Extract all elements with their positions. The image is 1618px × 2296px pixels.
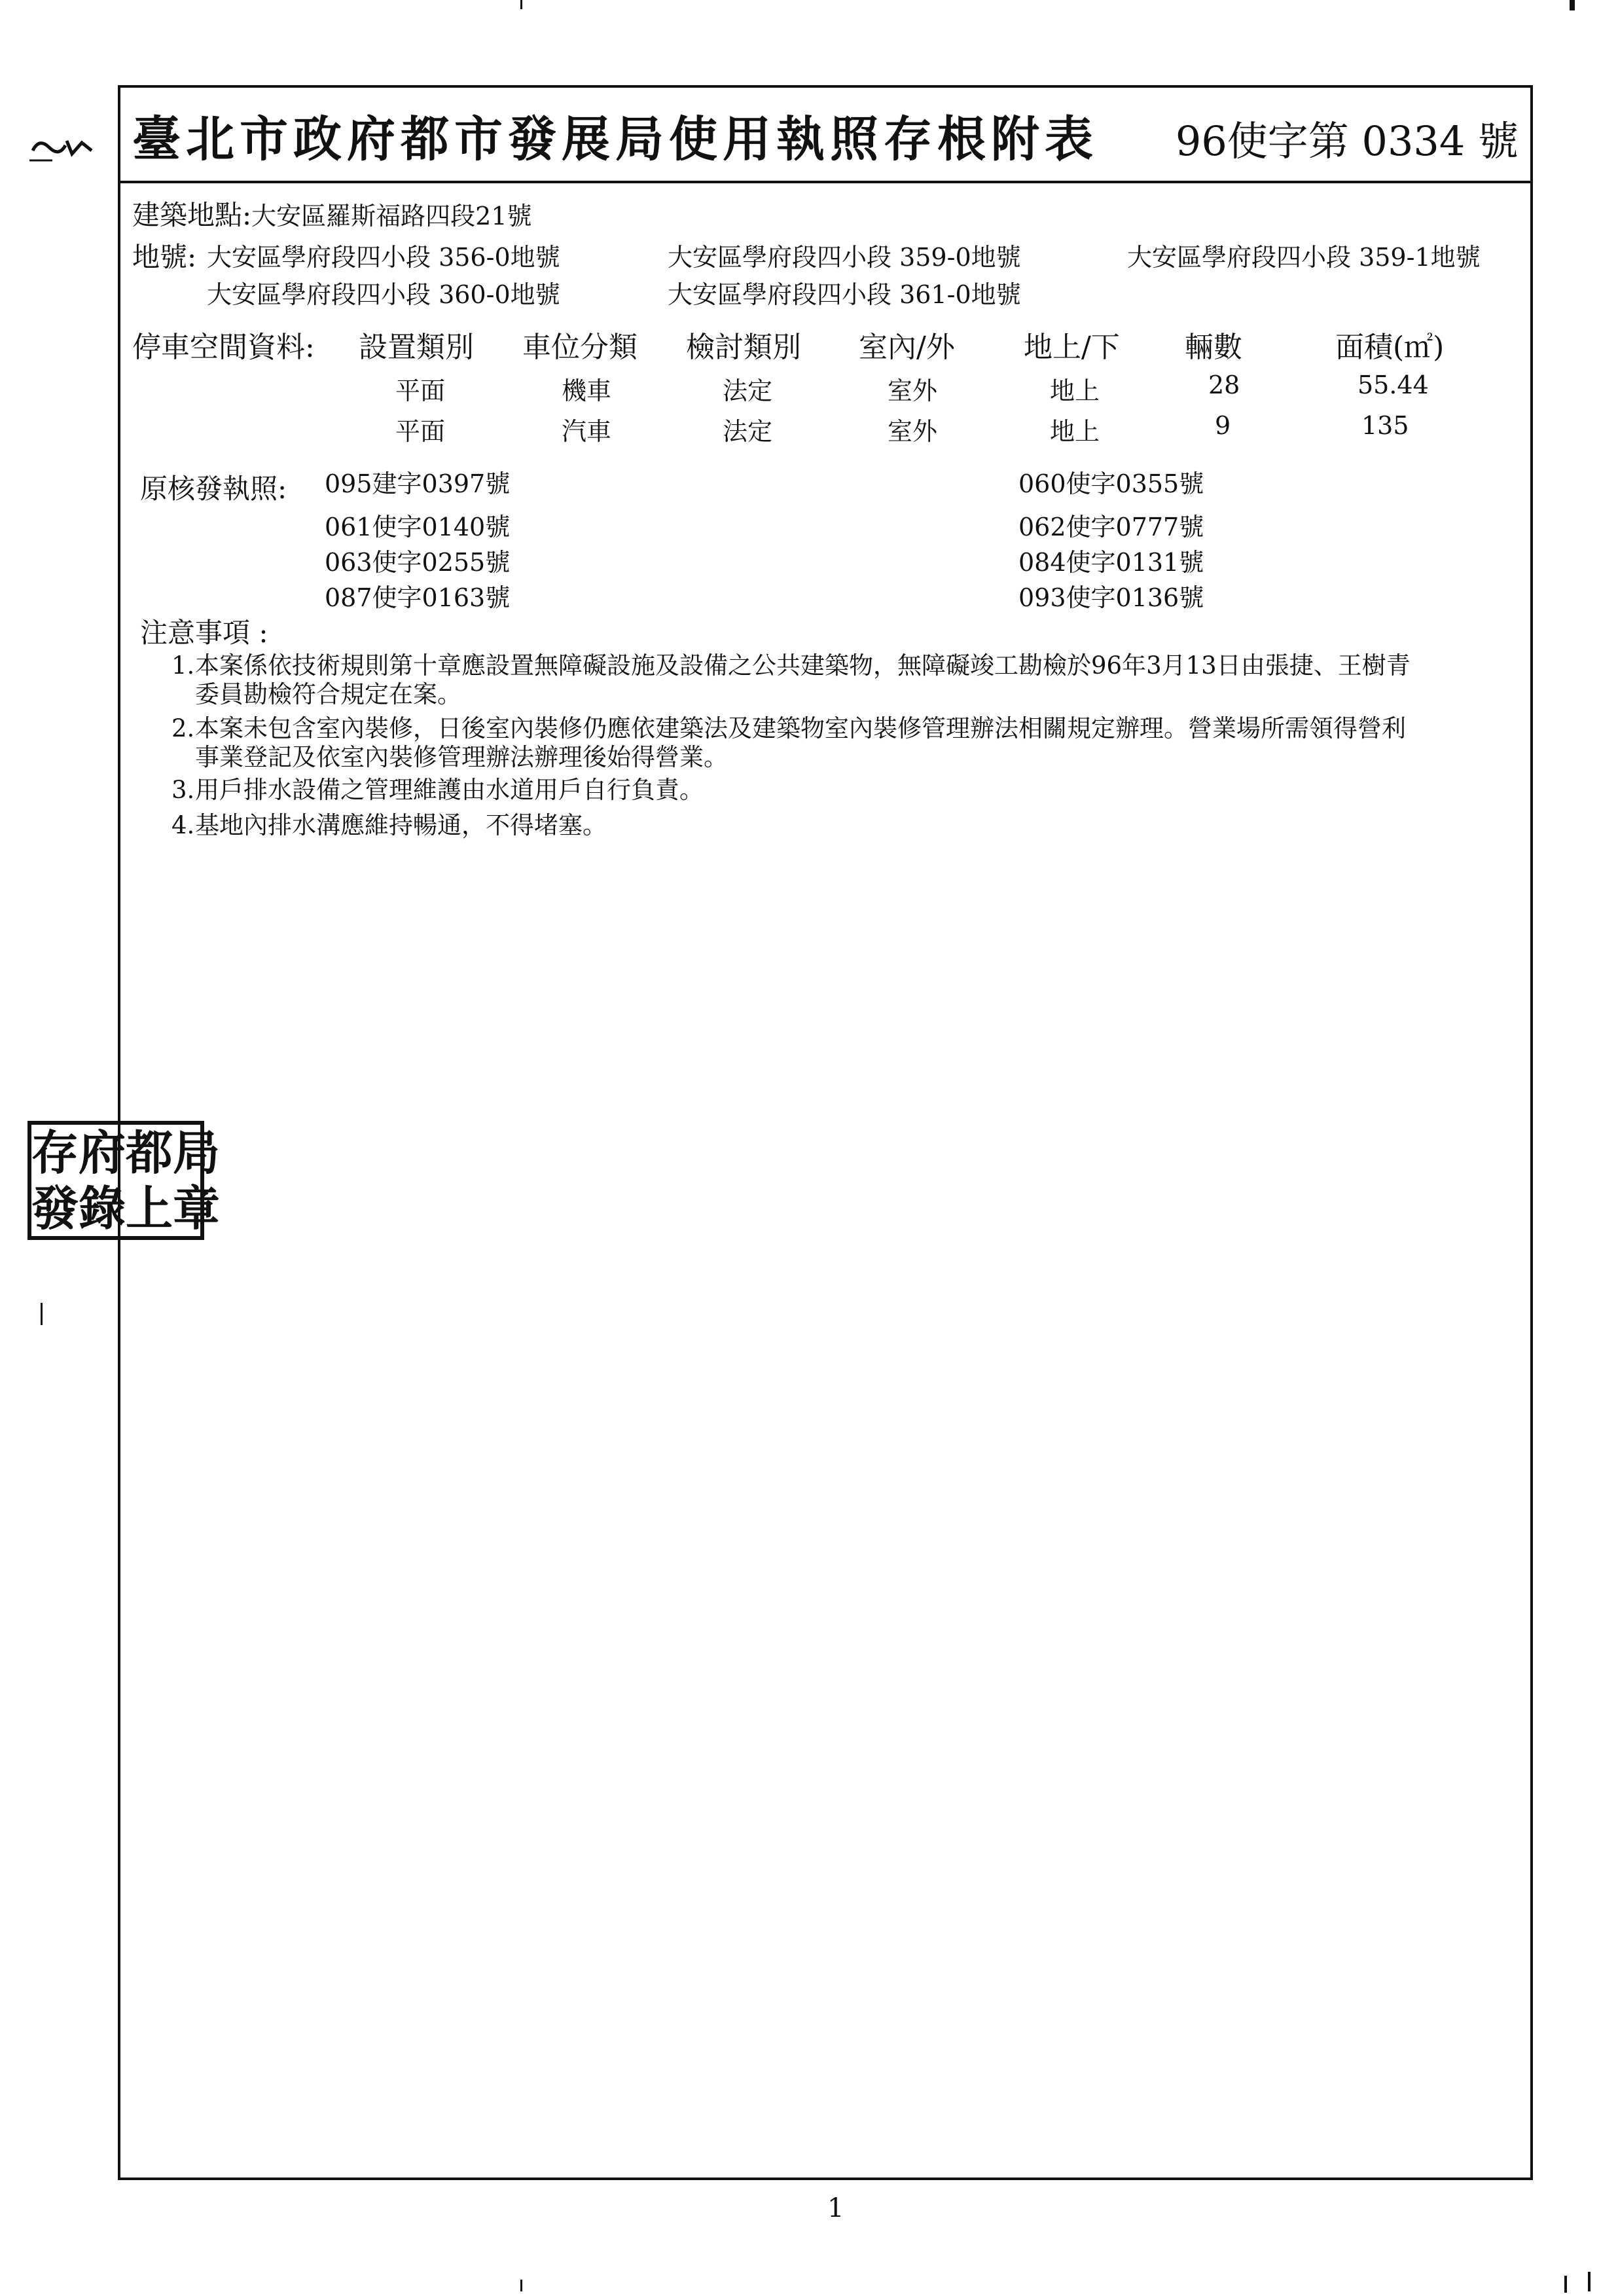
permit-item: 095建字0397號	[325, 469, 511, 498]
seal-char: 府	[79, 1125, 126, 1180]
permit-number: 96使字第 0334 號	[1175, 117, 1519, 165]
parking-header: 輛數	[1185, 331, 1242, 364]
seal-char: 上	[126, 1180, 173, 1236]
parking-cell: 法定	[723, 376, 773, 405]
permit-item: 063使字0255號	[325, 548, 511, 577]
parking-header: 設置類別	[359, 331, 474, 364]
permit-item: 084使字0131號	[1018, 548, 1204, 577]
land-number-label: 地號:	[132, 241, 197, 273]
note-text: 本案係依技術規則第十章應設置無障礙設施及設備之公共建築物，無障礙竣工勘檢於96年3月13日由張捷、王樹青	[195, 651, 1411, 680]
note-item	[171, 770, 704, 805]
permit-item: 061使字0140號	[325, 513, 511, 541]
land-number-item: 大安區學府段四小段 359-1地號	[1127, 243, 1481, 272]
land-number-item: 大安區學府段四小段 359-0地號	[668, 243, 1021, 272]
scan-mark-top-right	[1570, 0, 1575, 10]
parking-cell: 室外	[888, 376, 938, 405]
scan-mark-top	[520, 0, 522, 9]
scan-mark-right-edge	[1588, 2272, 1591, 2291]
permit-item: 060使字0355號	[1018, 469, 1204, 498]
title-bar	[120, 88, 1530, 183]
parking-cell: 平面	[395, 376, 446, 405]
parking-label: 停車空間資料:	[132, 331, 315, 364]
page-number: 1	[827, 2193, 844, 2223]
seal-char: 錄	[79, 1180, 126, 1236]
scan-mark-bottom-right	[1564, 2276, 1567, 2293]
notes-label: 注意事項 :	[140, 617, 268, 649]
note-number: 2.	[171, 714, 195, 742]
land-number-item: 大安區學府段四小段 361-0地號	[668, 280, 1021, 309]
seal-char: 局	[173, 1125, 221, 1180]
address-label: 建築地點:	[132, 199, 252, 231]
parking-cell: 28	[1208, 371, 1240, 399]
parking-cell: 55.44	[1357, 371, 1429, 399]
parking-header: 車位分類	[522, 331, 638, 364]
parking-cell: 機車	[562, 376, 612, 405]
seal-char: 都	[126, 1125, 173, 1180]
parking-cell: 平面	[395, 417, 446, 446]
land-number-item: 大安區學府段四小段 360-0地號	[207, 280, 560, 309]
scan-mark-left	[41, 1303, 43, 1325]
seal-char: 發	[31, 1180, 79, 1236]
parking-cell: 地上	[1050, 376, 1100, 405]
parking-cell: 135	[1361, 411, 1409, 440]
note-item	[171, 805, 607, 841]
address-row	[132, 194, 532, 233]
note-text: 用戶排水設備之管理維護由水道用戶自行負責。	[195, 776, 704, 804]
parking-cell: 法定	[723, 417, 773, 446]
permit-item: 087使字0163號	[325, 583, 511, 612]
parking-header: 室內/外	[859, 331, 955, 364]
parking-header: 面積(㎡)	[1335, 331, 1445, 364]
note-text-continued: 委員勘檢符合規定在案。	[195, 680, 461, 708]
permit-item: 093使字0136號	[1018, 583, 1204, 612]
permit-item: 062使字0777號	[1018, 513, 1204, 541]
parking-header: 檢討類別	[686, 331, 801, 364]
binding-mark-icon	[26, 131, 101, 164]
seal-char: 章	[173, 1180, 221, 1236]
note-text: 本案未包含室內裝修，日後室內裝修仍應依建築法及建築物室內裝修管理辦法相關規定辦理。營業場所需領得營利	[195, 714, 1406, 742]
parking-cell: 室外	[888, 417, 938, 446]
parking-cell: 9	[1215, 411, 1231, 440]
parking-cell: 地上	[1050, 417, 1100, 446]
note-number: 3.	[171, 776, 195, 804]
scan-mark-bottom-left	[520, 2280, 522, 2291]
note-text: 基地內排水溝應維持暢通，不得堵塞。	[195, 811, 607, 839]
document-title: 臺北市政府都市發展局使用執照存根附表	[132, 111, 1098, 168]
original-permits-label: 原核發執照:	[140, 473, 287, 505]
parking-header: 地上/下	[1024, 331, 1120, 364]
note-text-continued: 事業登記及依室內裝修管理辦法辦理後始得營業。	[195, 743, 728, 771]
note-number: 4.	[171, 811, 195, 839]
seal-char: 存	[31, 1125, 79, 1180]
address-value: 大安區羅斯福路四段21號	[251, 202, 532, 230]
land-number-item: 大安區學府段四小段 356-0地號	[207, 243, 560, 272]
note-number: 1.	[171, 651, 195, 680]
parking-cell: 汽車	[562, 417, 612, 446]
official-seal	[27, 1121, 221, 1240]
document-frame	[118, 85, 1533, 2180]
